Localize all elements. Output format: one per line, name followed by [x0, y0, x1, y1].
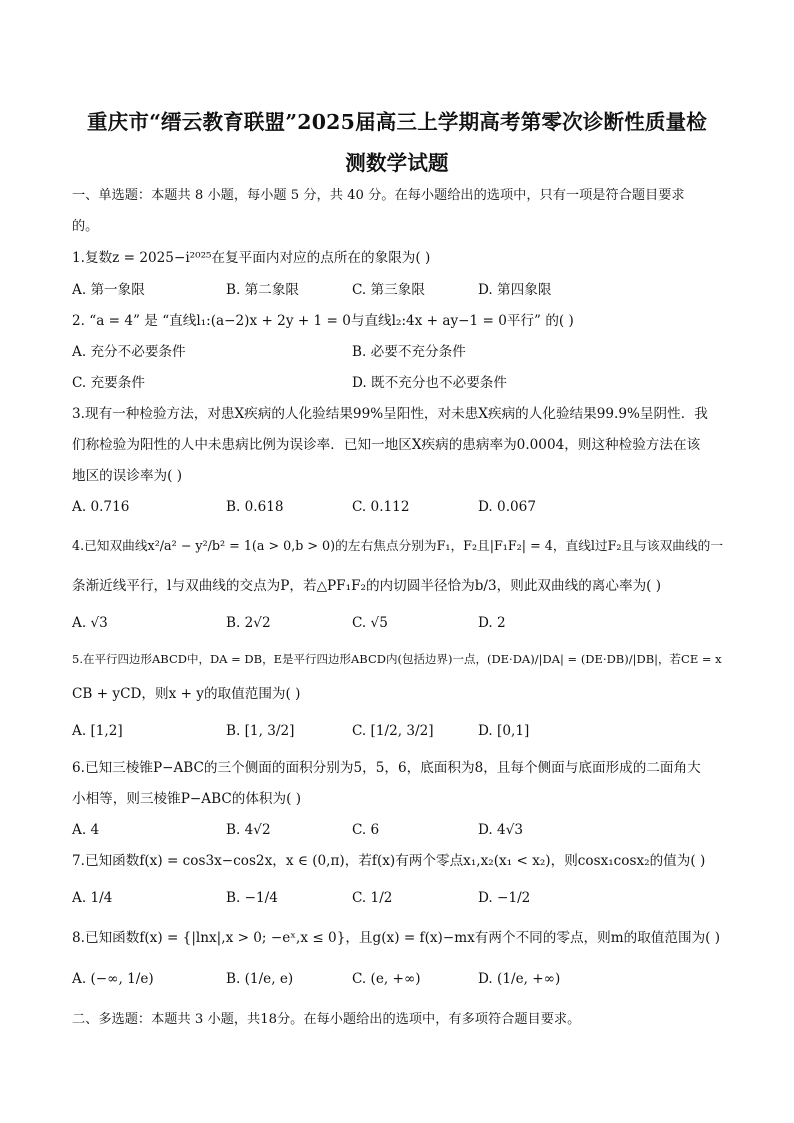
q3-option-a: A. 0.716 [72, 499, 130, 515]
q7-option-a: A. 1/4 [72, 890, 113, 906]
q4-option-d: D. 2 [478, 615, 506, 631]
q8-option-c: C. (e, +∞) [352, 971, 421, 987]
q7-option-b: B. −1/4 [226, 890, 278, 906]
q6-option-d: D. 4√3 [478, 822, 524, 838]
q4-option-b: B. 2√2 [226, 615, 271, 631]
q7-option-c: C. 1/2 [352, 890, 393, 906]
question-4-line2: 条渐近线平行，l与双曲线的交点为P，若△PF₁F₂的内切圆半径恰为b/3，则此双曲线的离心率为( ) [72, 578, 662, 594]
q3-option-b: B. 0.618 [226, 499, 284, 515]
question-3-line2: 们称检验为阳性的人中未患病比例为误诊率．已知一地区X疾病的患病率为0.0004，则这种检验方法在该 [72, 437, 701, 453]
q5-option-a: A. [1,2] [72, 723, 123, 739]
question-5-line1: 5.在平行四边形ABCD中，DA = DB，E是平行四边形ABCD内(包括边界)一点，(DE·DA)/|DA| = (DE·DB)/|DB|，若CE = x [72, 652, 722, 666]
q8-option-b: B. (1/e, e) [226, 971, 294, 987]
q6-option-c: C. 6 [352, 822, 380, 838]
q3-option-d: D. 0.067 [478, 499, 536, 515]
q1-option-c: C. 第三象限 [352, 282, 425, 298]
question-4-line1: 4.已知双曲线x²/a² − y²/b² = 1(a > 0,b > 0)的左右焦点分别为F₁，F₂且|F₁F₂| = 4，直线l过F₂且与该双曲线的一 [72, 538, 724, 553]
q5-option-d: D. [0,1] [478, 723, 530, 739]
question-1: 1.复数z = 2025−i²⁰²⁵在复平面内对应的点所在的象限为( ) [72, 250, 431, 266]
question-6-line1: 6.已知三棱锥P−ABC的三个侧面的面积分别为5，5，6，底面积为8，且每个侧面与底面形成的二面角大 [72, 760, 701, 776]
q6-option-b: B. 4√2 [226, 822, 271, 838]
q5-option-c: C. [1/2, 3/2] [352, 723, 434, 739]
q6-option-a: A. 4 [72, 822, 100, 838]
q5-option-b: B. [1, 3/2] [226, 723, 295, 739]
exam-title-line1: 重庆市“缙云教育联盟”2025届高三上学期高考第零次诊断性质量检 [86, 110, 708, 134]
section1-heading-cont: 的。 [72, 219, 99, 234]
question-5-line2: CB + yCD，则x + y的取值范围为( ) [72, 686, 301, 702]
q2-option-a: A. 充分不必要条件 [72, 344, 186, 360]
q1-option-d: D. 第四象限 [478, 282, 552, 298]
q1-option-b: B. 第二象限 [226, 282, 300, 298]
question-8: 8.已知函数f(x) = {|lnx|,x > 0; −eˣ,x ≤ 0}，且g(x) = f(x)−mx有两个不同的零点，则m的取值范围为( ) [72, 930, 721, 946]
q2-option-c: C. 充要条件 [72, 375, 145, 391]
q1-option-a: A. 第一象限 [72, 282, 145, 298]
question-7: 7.已知函数f(x) = cos3x−cos2x，x ∈ (0,π)，若f(x)有两个零点x₁,x₂(x₁ < x₂)，则cosx₁cosx₂的值为( ) [72, 853, 706, 869]
question-3-line1: 3.现有一种检验方法，对患X疾病的人化验结果99%呈阳性，对未患X疾病的人化验结果99.9%呈阴性．我 [72, 406, 708, 422]
q2-option-b: B. 必要不充分条件 [352, 344, 466, 360]
q8-option-d: D. (1/e, +∞) [478, 971, 561, 987]
question-3-line3: 地区的误诊率为( ) [72, 468, 183, 484]
q3-option-c: C. 0.112 [352, 499, 410, 515]
q8-option-a: A. (−∞, 1/e) [72, 971, 154, 987]
question-2: 2. “a = 4” 是 “直线l₁:(a−2)x + 2y + 1 = 0与直线l₂:4x + ay−1 = 0平行” 的( ) [72, 313, 574, 329]
q4-option-a: A. √3 [72, 615, 108, 631]
section2-heading: 二、多选题：本题共 3 小题，共18分。在每小题给出的选项中，有多项符合题目要求。 [72, 1012, 581, 1027]
q7-option-d: D. −1/2 [478, 890, 531, 906]
section1-heading: 一、单选题：本题共 8 小题，每小题 5 分，共 40 分。在每小题给出的选项中，只有一项是符合题目要求 [72, 188, 685, 203]
q2-option-d: D. 既不充分也不必要条件 [352, 375, 507, 391]
exam-title-line2: 测数学试题 [345, 151, 449, 175]
question-6-line2: 小相等，则三棱锥P−ABC的体积为( ) [72, 791, 302, 807]
q4-option-c: C. √5 [352, 615, 388, 631]
